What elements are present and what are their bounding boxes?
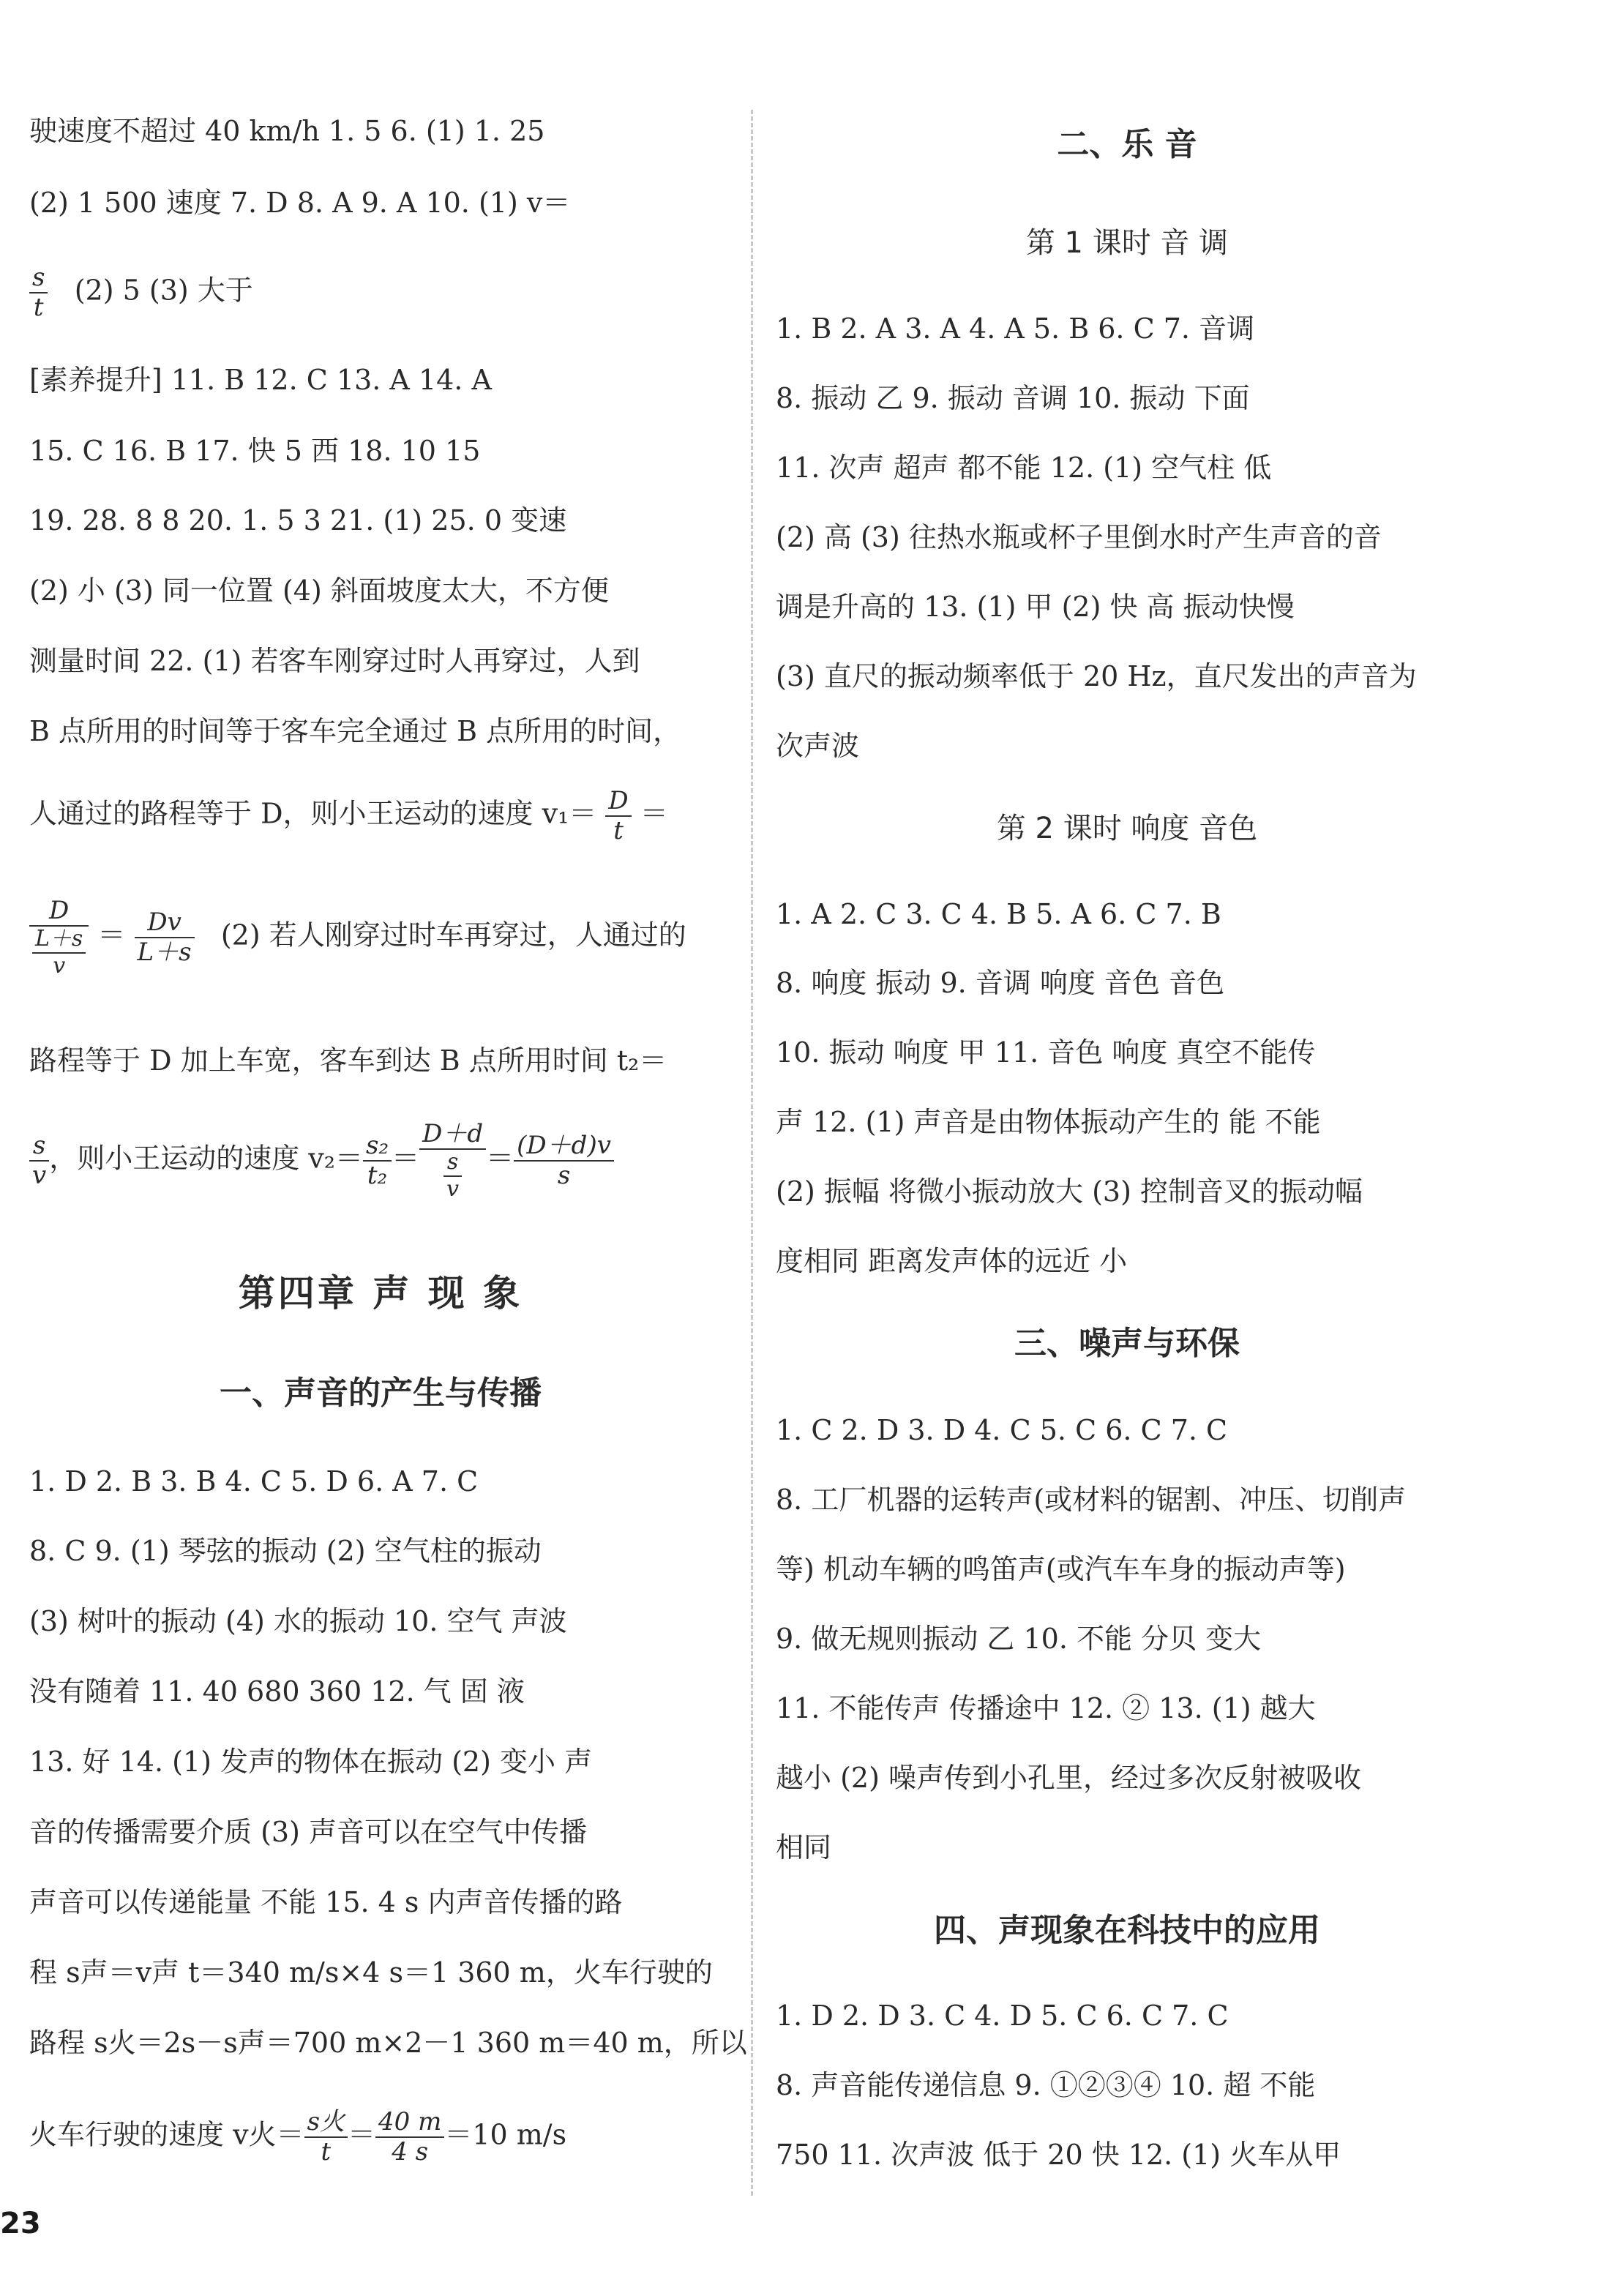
answer-line: 13. 好 14. (1) 发声的物体在振动 (2) 变小 声 bbox=[29, 1746, 593, 1778]
section-title: 四、声现象在科技中的应用 bbox=[934, 1912, 1320, 1949]
fraction: $\frac{\text{s₂}}{\text{t₂}}$ bbox=[363, 1132, 392, 1190]
answer-line-with-fraction: $\frac{s}{t}$ (2) 5 (3) 大于 bbox=[29, 263, 732, 322]
answer-line: 路程 s火＝2s－s声＝700 m×2－1 360 m＝40 m，所以 bbox=[29, 2027, 747, 2059]
answer-line: 750 11. 次声波 低于 20 快 12. (1) 火车从甲 bbox=[776, 2139, 1341, 2171]
answer-line: 8. 响度 振动 9. 音调 响度 音色 音色 bbox=[776, 967, 1225, 999]
lesson-title: 第 1 课时 音 调 bbox=[1025, 226, 1229, 260]
nested-fraction: $\frac{L+s}{v}$ bbox=[32, 927, 86, 979]
answer-line: 11. 次声 超声 都不能 12. (1) 空气柱 低 bbox=[776, 452, 1272, 484]
answer-line: [素养提升] 11. B 12. C 13. A 14. A bbox=[29, 364, 492, 396]
answer-line: 1. D 2. D 3. C 4. D 5. C 6. C 7. C bbox=[776, 2000, 1229, 2032]
answer-line: (2) 振幅 将微小振动放大 (3) 控制音叉的振动幅 bbox=[776, 1175, 1363, 1208]
answer-line: 8. 声音能传递信息 9. ①②③④ 10. 超 不能 bbox=[776, 2069, 1316, 2101]
column-divider bbox=[751, 110, 753, 2196]
section-title: 二、乐 音 bbox=[1057, 126, 1197, 163]
section-title: 三、噪声与环保 bbox=[1014, 1325, 1240, 1362]
answer-line: 声 12. (1) 声音是由物体振动产生的 能 不能 bbox=[776, 1106, 1321, 1138]
left-column bbox=[29, 0, 747, 2296]
fraction: $\frac{s}{t}$ bbox=[29, 263, 48, 322]
answer-line: 9. 做无规则振动 乙 10. 不能 分贝 变大 bbox=[776, 1623, 1262, 1655]
lesson-title: 第 2 课时 响度 音色 bbox=[996, 812, 1258, 845]
answer-line: 度相同 距离发声体的远近 小 bbox=[776, 1245, 1128, 1277]
answer-line: 没有随着 11. 40 680 360 12. 气 固 液 bbox=[29, 1675, 525, 1708]
answer-line: 1. C 2. D 3. D 4. C 5. C 6. C 7. C bbox=[776, 1414, 1228, 1446]
fraction: $\frac{Dv}{L+s}$ bbox=[135, 908, 195, 967]
nested-fraction: $\frac{s}{v}$ bbox=[443, 1150, 462, 1202]
answer-line: 驶速度不超过 40 km/h 1. 5 6. (1) 1. 25 bbox=[29, 115, 545, 147]
answer-line: (2) 高 (3) 往热水瓶或杯子里倒水时产生声音的音 bbox=[776, 521, 1382, 553]
answer-line: (2) 小 (3) 同一位置 (4) 斜面坡度太大，不方便 bbox=[29, 575, 609, 607]
fraction: $\frac{D}{\frac{L+s}{v}}$ bbox=[29, 897, 89, 979]
answer-line: 15. C 16. B 17. 快 5 西 18. 10 15 bbox=[29, 435, 481, 467]
fraction: $\frac{\text{s火}}{t}$ bbox=[304, 2108, 348, 2166]
answer-line: 11. 不能传声 传播途中 12. ② 13. (1) 越大 bbox=[776, 1692, 1316, 1724]
answer-line: 1. D 2. B 3. B 4. C 5. D 6. A 7. C bbox=[29, 1465, 479, 1497]
right-column bbox=[776, 0, 1478, 2296]
answer-line: 相同 bbox=[776, 1831, 832, 1863]
fraction: $\frac{40 m}{4 s}$ bbox=[375, 2108, 444, 2166]
answer-line: 越小 (2) 噪声传到小孔里，经过多次反射被吸收 bbox=[776, 1762, 1361, 1794]
answer-line: 测量时间 22. (1) 若客车刚穿过时人再穿过，人到 bbox=[29, 645, 640, 677]
fraction: $\frac{D+d}{\frac{s}{v}}$ bbox=[419, 1120, 486, 1202]
answer-line: 音的传播需要介质 (3) 声音可以在空气中传播 bbox=[29, 1816, 587, 1848]
answer-line-with-fraction: 火车行驶的速度 v火＝ $\frac{\text{s火}}{t}$ ＝ $\frac{40 m}{4 s}$ ＝10 m/s bbox=[29, 2107, 567, 2167]
fraction: $\frac{D}{t}$ bbox=[605, 787, 631, 845]
answer-line: (3) 直尺的振动频率低于 20 Hz，直尺发出的声音为 bbox=[776, 660, 1417, 692]
answer-line: 8. C 9. (1) 琴弦的振动 (2) 空气柱的振动 bbox=[29, 1535, 542, 1567]
answer-line: 等) 机动车辆的鸣笛声(或汽车车身的振动声等) bbox=[776, 1553, 1346, 1585]
section-title: 一、声音的产生与传播 bbox=[220, 1375, 542, 1412]
answer-line: (3) 树叶的振动 (4) 水的振动 10. 空气 声波 bbox=[29, 1605, 567, 1637]
answer-line: 10. 振动 响度 甲 11. 音色 响度 真空不能传 bbox=[776, 1036, 1316, 1069]
answer-line-with-fraction: 人通过的路程等于 D，则小王运动的速度 v₁＝ $\frac{D}{t}$ ＝ bbox=[29, 786, 668, 846]
fraction: $\frac{(D+d)v}{s}$ bbox=[514, 1132, 614, 1190]
page-number: 23 bbox=[0, 2207, 41, 2240]
answer-line: 19. 28. 8 8 20. 1. 5 3 21. (1) 25. 0 变速 bbox=[29, 504, 567, 536]
answer-line: 8. 振动 乙 9. 振动 音调 10. 振动 下面 bbox=[776, 382, 1250, 414]
answer-line: 调是升高的 13. (1) 甲 (2) 快 高 振动快慢 bbox=[776, 591, 1295, 623]
chapter-title: 第四章 声 现 象 bbox=[238, 1272, 523, 1315]
answer-line: 声音可以传递能量 不能 15. 4 s 内声音传播的路 bbox=[29, 1886, 623, 1918]
answer-line: 路程等于 D 加上车宽，客车到达 B 点所用时间 t₂＝ bbox=[29, 1044, 667, 1077]
answer-line-with-fraction: $\frac{D}{\frac{L+s}{v}}$ ＝ $\frac{Dv}{L+s}$ (2) 若人刚穿过时车再穿过，人通过的 bbox=[29, 897, 732, 979]
answer-line: B 点所用的时间等于客车完全通过 B 点所用的时间， bbox=[29, 715, 681, 747]
answer-line: 1. A 2. C 3. C 4. B 5. A 6. C 7. B bbox=[776, 898, 1221, 930]
fraction: $\frac{s}{v}$ bbox=[29, 1132, 49, 1190]
answer-line: 8. 工厂机器的运转声(或材料的锯割、冲压、切削声 bbox=[776, 1484, 1407, 1516]
answer-line: 程 s声＝v声 t＝340 m/s×4 s＝1 360 m，火车行驶的 bbox=[29, 1956, 713, 1989]
answer-line: (2) 1 500 速度 7. D 8. A 9. A 10. (1) v＝ bbox=[29, 187, 571, 219]
answer-line-with-fraction: $\frac{s}{v}$ ，则小王运动的速度 v₂＝ $\frac{\text{s₂}}{\text{t₂}}$ ＝ $\frac{D+d}{\frac{s}{v}}$ ＝ $\frac{(D+d)v}{s}$ bbox=[29, 1120, 732, 1202]
answer-line: 1. B 2. A 3. A 4. A 5. B 6. C 7. 音调 bbox=[776, 313, 1255, 345]
answer-line: 次声波 bbox=[776, 730, 860, 762]
